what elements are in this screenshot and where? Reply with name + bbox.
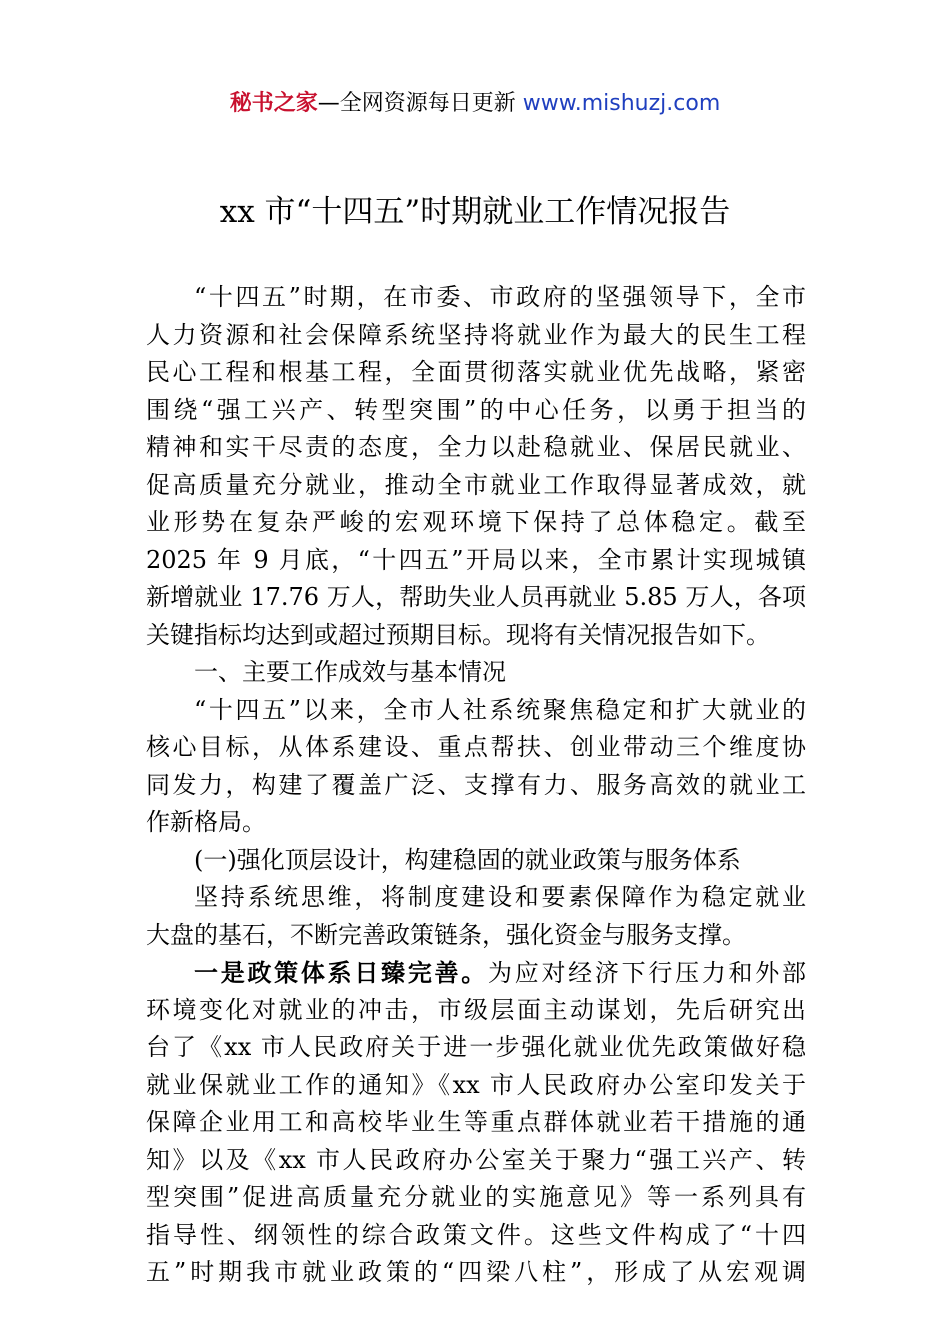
paragraph-line: 作新格局。: [146, 808, 266, 836]
paragraph-line: 新增就业 17.76 万人，帮助失业人员再就业 5.85 万人，各项: [146, 583, 806, 611]
site-banner[interactable]: [0, 88, 950, 120]
paragraph-line: 五”时期我市就业政策的“四梁八柱”，形成了从宏观调: [146, 1258, 806, 1286]
paragraph-line: 精神和实干尽责的态度，全力以赴稳就业、保居民就业、: [146, 433, 806, 461]
paragraph-line: 促高质量充分就业，推动全市就业工作取得显著成效，就: [146, 470, 806, 499]
banner-tagline: —全网资源每日更新: [317, 91, 523, 116]
paragraph-line: 2025 年 9 月底，“十四五”开局以来，全市累计实现城镇: [146, 545, 806, 574]
paragraph-line: 型突围”促进高质量充分就业的实施意见》等一系列具有: [146, 1183, 806, 1211]
paragraph-line: 核心目标，从体系建设、重点帮扶、创业带动三个维度协: [146, 733, 806, 761]
paragraph-line: 环境变化对就业的冲击，市级层面主动谋划，先后研究出: [146, 995, 806, 1024]
document-title: xx 市“十四五”时期就业工作情况报告: [219, 194, 731, 230]
document-body: [146, 279, 806, 1292]
paragraph-line: 坚持系统思维，将制度建设和要素保障作为稳定就业: [194, 883, 806, 911]
paragraph-line: 同发力，构建了覆盖广泛、支撑有力、服务高效的就业工: [146, 770, 806, 799]
lead-continuation: 为应对经济下行压力和外部: [488, 959, 806, 987]
paragraph-line: 就业保就业工作的通知》《xx 市人民政府办公室印发关于: [146, 1070, 806, 1099]
bold-lead-text: 一是政策体系日臻完善。: [194, 958, 488, 987]
section-heading: 一、主要工作成效与基本情况: [194, 658, 506, 686]
paragraph-line: 台了《xx 市人民政府关于进一步强化就业优先政策做好稳: [146, 1033, 806, 1061]
paragraph-line: 民心工程和根基工程，全面贯彻落实就业优先战略，紧密: [146, 358, 806, 386]
brand-name: 秘书之家: [229, 91, 318, 116]
paragraph-line: 业形势在复杂严峻的宏观环境下保持了总体稳定。截至: [146, 508, 806, 536]
paragraph-line: 指导性、纲领性的综合政策文件。这些文件构成了“十四: [146, 1220, 806, 1249]
paragraph-line: “十四五”时期，在市委、市政府的坚强领导下，全市: [194, 283, 806, 311]
paragraph-line: 知》以及《xx 市人民政府办公室关于聚力“强工兴产、转: [146, 1145, 806, 1174]
subsection-heading: (一)强化顶层设计，构建稳固的就业政策与服务体系: [194, 845, 741, 874]
paragraph-line: 围绕“强工兴产、转型突围”的中心任务，以勇于担当的: [146, 395, 806, 424]
paragraph-line: 人力资源和社会保障系统坚持将就业作为最大的民生工程: [146, 320, 806, 349]
site-url-link[interactable]: www.mishuzj.com: [522, 91, 721, 116]
paragraph-line: 大盘的基石，不断完善政策链条，强化资金与服务支撑。: [146, 920, 746, 949]
paragraph-line-with-lead: [146, 954, 806, 992]
paragraph-line: 关键指标均达到或超过预期目标。现将有关情况报告如下。: [146, 620, 770, 649]
paragraph-line: 保障企业用工和高校毕业生等重点群体就业若干措施的通: [146, 1108, 806, 1136]
paragraph-line: “十四五”以来，全市人社系统聚焦稳定和扩大就业的: [194, 695, 806, 724]
